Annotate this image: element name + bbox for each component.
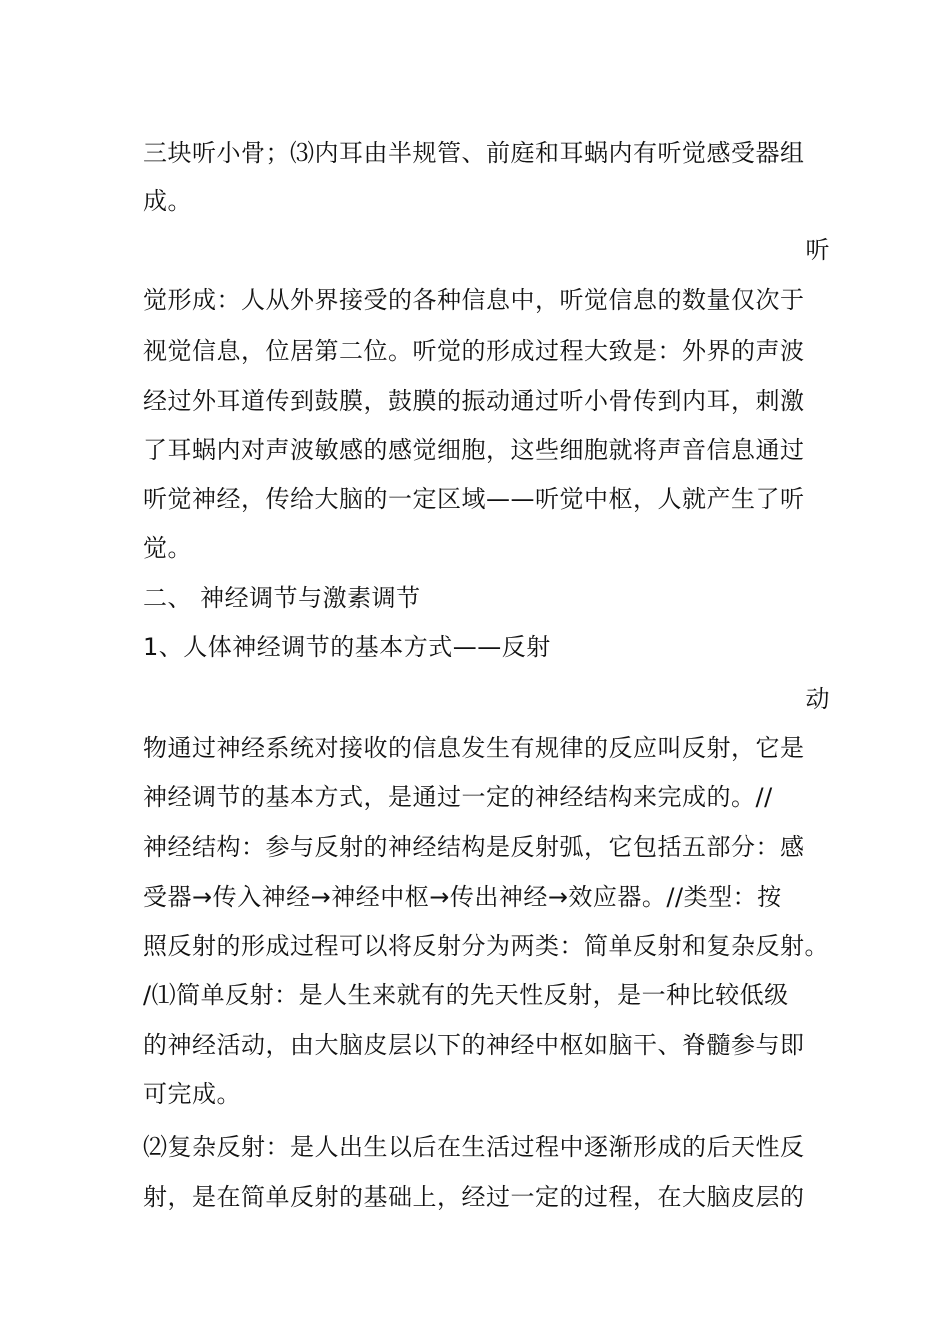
text-line: 射，是在简单反射的基础上，经过一定的过程，在大脑皮层的 — [143, 1183, 805, 1211]
section-heading: 二、 神经调节与激素调节 — [143, 584, 421, 612]
subsection-heading: 1、人体神经调节的基本方式——反射 — [143, 633, 551, 661]
text-line: 听 — [805, 236, 830, 264]
text-line: 照反射的形成过程可以将反射分为两类：简单反射和复杂反射。 — [143, 932, 829, 960]
text-line: 觉形成：人从外界接受的各种信息中，听觉信息的数量仅次于 — [143, 286, 805, 314]
text-line: 神经结构：参与反射的神经结构是反射弧，它包括五部分：感 — [143, 833, 805, 861]
text-line: 视觉信息，位居第二位。听觉的形成过程大致是：外界的声波 — [143, 337, 805, 365]
text-line: /⑴简单反射：是人生来就有的先天性反射，是一种比较低级 — [143, 981, 789, 1009]
text-line: ⑵复杂反射：是人出生以后在生活过程中逐渐形成的后天性反 — [143, 1133, 805, 1161]
text-line: 神经调节的基本方式，是通过一定的神经结构来完成的。// — [143, 783, 773, 811]
text-line: 听觉神经，传给大脑的一定区域——听觉中枢，人就产生了听 — [143, 485, 805, 513]
text-line: 经过外耳道传到鼓膜，鼓膜的振动通过听小骨传到内耳，刺激 — [143, 387, 805, 415]
text-line: 可完成。 — [143, 1080, 241, 1108]
text-line: 动 — [805, 685, 830, 713]
text-line: 了耳蜗内对声波敏感的感觉细胞，这些细胞就将声音信息通过 — [143, 436, 805, 464]
text-line: 三块听小骨；⑶内耳由半规管、前庭和耳蜗内有听觉感受器组 — [143, 139, 805, 167]
text-line: 觉。 — [143, 534, 192, 562]
text-line: 成。 — [143, 187, 192, 215]
text-line: 受器→传入神经→神经中枢→传出神经→效应器。//类型：按 — [143, 883, 782, 911]
text-line: 的神经活动，由大脑皮层以下的神经中枢如脑干、脊髓参与即 — [143, 1031, 805, 1059]
text-line: 物通过神经系统对接收的信息发生有规律的反应叫反射，它是 — [143, 734, 805, 762]
